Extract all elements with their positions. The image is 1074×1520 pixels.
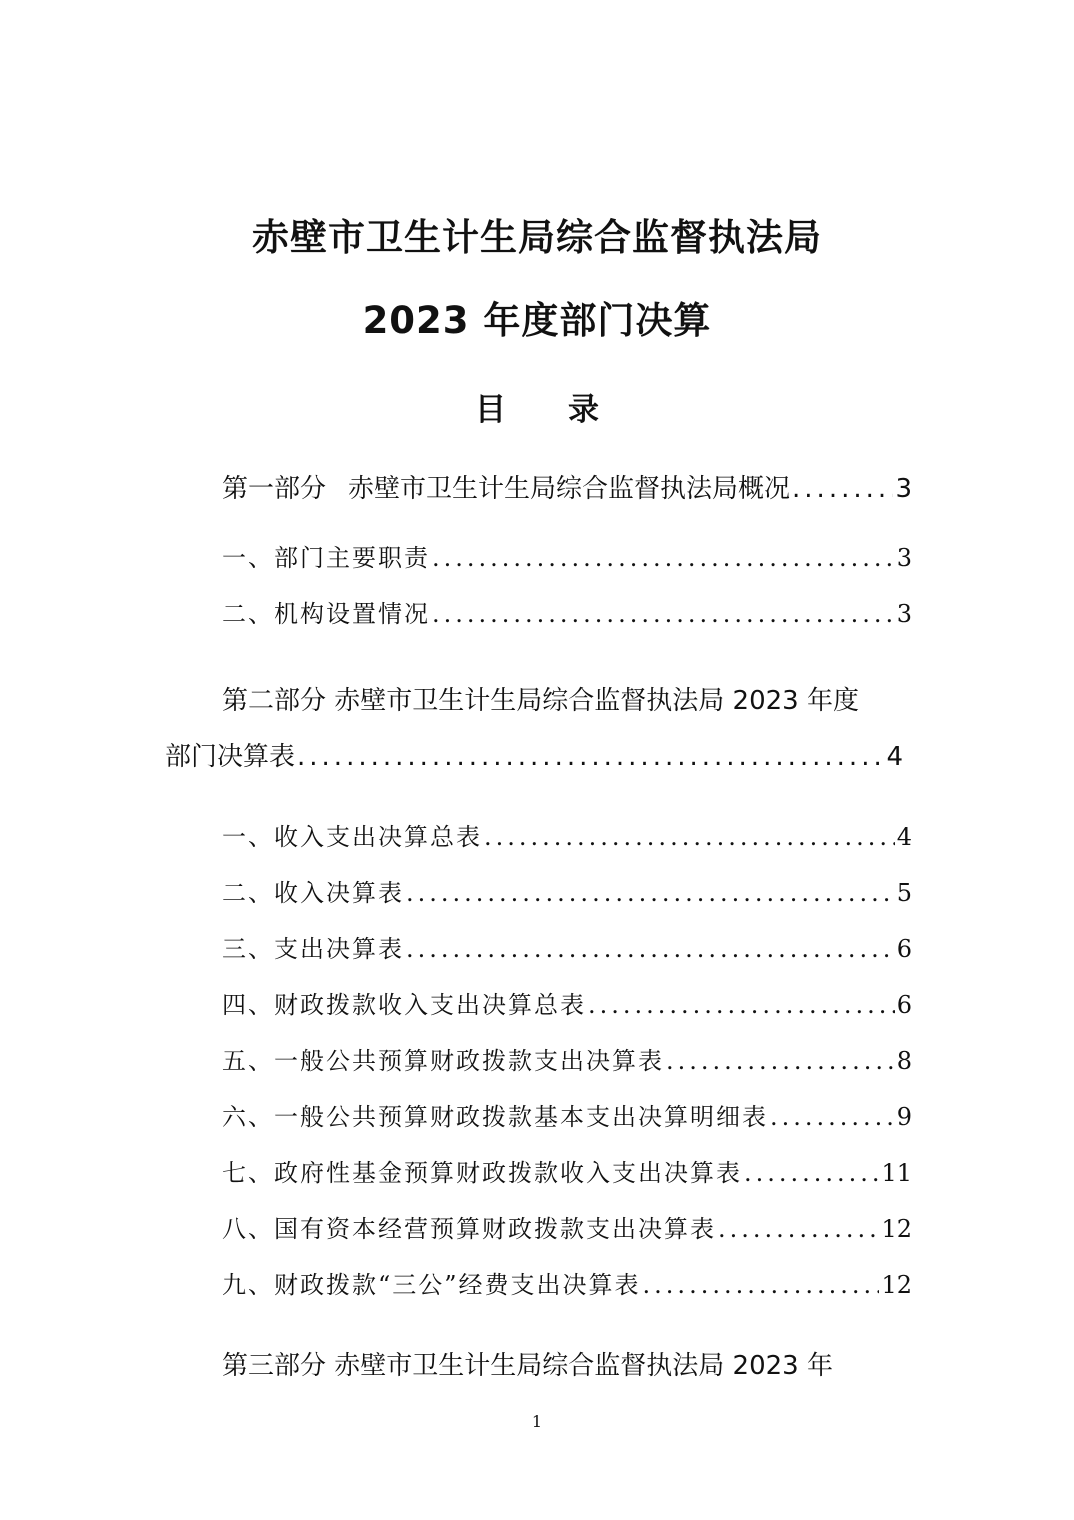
toc-item-page: 3 — [896, 544, 912, 572]
toc-part-2-page: 4 — [886, 742, 903, 772]
toc-part-1-page: 3 — [895, 474, 912, 504]
toc-item-label: 二、机构设置情况 — [222, 600, 430, 628]
toc-part-1[interactable] — [222, 468, 912, 505]
toc-item-1-1[interactable] — [222, 538, 912, 573]
toc-item-2-3[interactable] — [222, 929, 912, 964]
toc-item-2-9[interactable] — [222, 1265, 912, 1300]
toc-item-label: 一、收入支出决算总表 — [222, 823, 482, 851]
toc-leader-dots — [770, 1103, 895, 1131]
toc-part-1-title: 赤壁市卫生计生局综合监督执法局概况 — [348, 474, 791, 504]
toc-item-label: 二、收入决算表 — [222, 879, 404, 907]
toc-part-1-prefix: 第一部分 — [222, 474, 327, 504]
toc-leader-dots — [588, 991, 895, 1019]
toc-leader-dots — [406, 879, 895, 907]
toc-item-2-4[interactable] — [222, 985, 912, 1020]
toc-leader-dots — [297, 742, 884, 772]
toc-item-page: 9 — [896, 1103, 912, 1131]
toc-item-label: 九、财政拨款“三公”经费支出决算表 — [222, 1271, 641, 1299]
toc-item-label: 三、支出决算表 — [222, 935, 404, 963]
toc-item-2-6[interactable] — [222, 1097, 912, 1132]
toc-item-label: 六、一般公共预算财政拨款基本支出决算明细表 — [222, 1103, 768, 1131]
toc-part-2-line-1[interactable]: 第二部分 赤壁市卫生计生局综合监督执法局 2023 年度 — [222, 686, 859, 716]
toc-item-page: 3 — [896, 600, 912, 628]
toc-item-label: 七、政府性基金预算财政拨款收入支出决算表 — [222, 1159, 742, 1187]
toc-leader-dots — [432, 544, 895, 572]
toc-item-2-5[interactable] — [222, 1041, 912, 1076]
toc-part-2-line-2[interactable] — [165, 736, 903, 773]
toc-item-1-2[interactable] — [222, 594, 912, 629]
toc-item-label: 八、国有资本经营预算财政拨款支出决算表 — [222, 1215, 716, 1243]
toc-item-page: 8 — [896, 1047, 912, 1075]
toc-item-page: 12 — [881, 1215, 912, 1243]
toc-item-page: 5 — [896, 879, 912, 907]
document-title-line-1: 赤壁市卫生计生局综合监督执法局 — [252, 216, 822, 259]
toc-item-2-7[interactable] — [222, 1153, 912, 1188]
toc-part-2-title-cont: 部门决算表 — [165, 742, 296, 772]
toc-part-3-line-1[interactable]: 第三部分 赤壁市卫生计生局综合监督执法局 2023 年 — [222, 1351, 833, 1381]
toc-item-label: 五、一般公共预算财政拨款支出决算表 — [222, 1047, 664, 1075]
toc-leader-dots — [432, 600, 895, 628]
toc-item-label: 一、部门主要职责 — [222, 544, 430, 572]
toc-leader-dots — [406, 935, 895, 963]
toc-leader-dots — [484, 823, 895, 851]
toc-item-page: 11 — [881, 1159, 912, 1187]
page-number: 1 — [531, 1412, 543, 1431]
toc-leader-dots — [666, 1047, 895, 1075]
toc-item-page: 12 — [881, 1271, 912, 1299]
toc-leader-dots — [744, 1159, 879, 1187]
toc-heading: 目录 — [475, 392, 661, 428]
toc-item-2-1[interactable] — [222, 817, 912, 852]
toc-item-2-8[interactable] — [222, 1209, 912, 1244]
document-title-line-2: 2023 年度部门决算 — [362, 299, 712, 342]
toc-item-page: 6 — [896, 991, 912, 1019]
toc-item-page: 4 — [896, 823, 912, 851]
toc-part-1-label — [222, 468, 790, 505]
toc-leader-dots — [718, 1215, 879, 1243]
toc-leader-dots — [643, 1271, 880, 1299]
toc-leader-dots — [792, 474, 893, 504]
toc-item-2-2[interactable] — [222, 873, 912, 908]
toc-item-label: 四、财政拨款收入支出决算总表 — [222, 991, 586, 1019]
toc-item-page: 6 — [896, 935, 912, 963]
